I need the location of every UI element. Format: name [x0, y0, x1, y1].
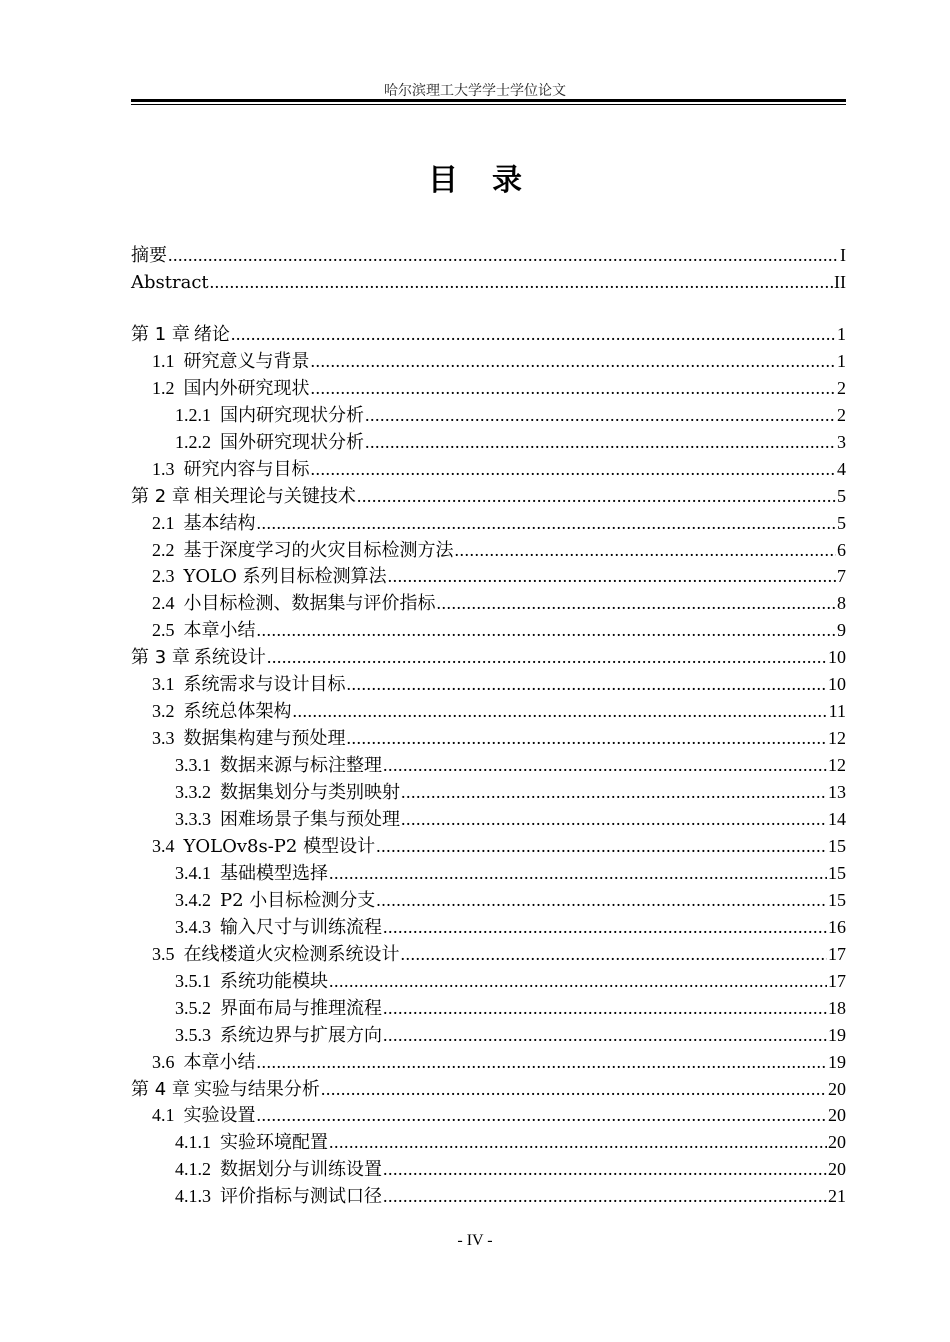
toc-entry-label: 界面布局与推理流程 — [220, 997, 382, 1019]
toc-entry[interactable] — [131, 375, 846, 401]
toc-entry-label: 系统功能模块 — [220, 970, 328, 992]
toc-entry-label: 输入尺寸与训练流程 — [220, 916, 382, 938]
toc-entry[interactable] — [131, 590, 846, 616]
toc-entry-page: 21 — [828, 1186, 846, 1207]
toc-entry-label: 数据集划分与类别映射 — [220, 782, 400, 804]
toc-entry-number: 3.5 — [152, 943, 175, 964]
dot-leader — [383, 1022, 827, 1048]
toc-entry-label: 实验环境配置 — [220, 1132, 328, 1154]
toc-entry-label: 研究内容与目标 — [183, 458, 310, 480]
toc-entry-number: 3.5.3 — [175, 1024, 211, 1045]
toc-entry-number: 1.3 — [152, 458, 175, 479]
toc-entry-page: 9 — [837, 620, 846, 641]
toc-entry-page: 18 — [828, 997, 846, 1018]
toc-entry[interactable] — [131, 914, 846, 940]
toc-entry-number: 1.2.2 — [175, 431, 211, 452]
toc-entry[interactable] — [131, 429, 846, 455]
toc-entry-number: 3.4.1 — [175, 862, 211, 883]
toc-entry-number: 3.3 — [152, 728, 175, 749]
dot-leader — [383, 1156, 827, 1182]
toc-entry-page: 13 — [828, 782, 846, 803]
toc-entry-label: 数据集构建与预处理 — [183, 728, 346, 750]
toc-entry-number: 2.1 — [152, 512, 175, 533]
toc-entry[interactable] — [131, 725, 846, 751]
toc-entry-page: 6 — [837, 539, 846, 560]
toc-entry-page: 15 — [828, 862, 846, 883]
dot-leader — [311, 375, 837, 401]
dot-leader — [210, 269, 833, 295]
toc-entry-number: 4.1.2 — [175, 1159, 211, 1180]
toc-entry-label: 绪论 — [193, 323, 230, 345]
toc-entry-label: 数据划分与训练设置 — [220, 1159, 382, 1181]
toc-entry[interactable] — [131, 1022, 846, 1048]
dot-leader — [376, 833, 827, 859]
toc-entry-page: 12 — [828, 755, 846, 776]
dot-leader — [231, 321, 836, 347]
page-title: 目录 — [428, 163, 556, 198]
dot-leader — [365, 402, 836, 428]
toc-entry[interactable] — [131, 995, 846, 1021]
toc-entry-page: 11 — [828, 701, 846, 722]
toc-entry-label: 实验设置 — [183, 1105, 256, 1127]
dot-leader — [383, 752, 827, 778]
dot-leader — [347, 725, 828, 751]
toc-entry-page: I — [840, 245, 846, 265]
toc-entry-page: 12 — [828, 728, 846, 749]
toc-entry-page: 20 — [828, 1132, 846, 1153]
dot-leader — [329, 968, 827, 994]
toc-entry-number: 第 4 章 — [131, 1078, 190, 1100]
toc-entry-label: 系统需求与设计目标 — [183, 674, 346, 696]
toc-entry-label: 评价指标与测试口径 — [220, 1186, 382, 1208]
toc-entry[interactable] — [131, 537, 846, 563]
toc-entry-label: 基本结构 — [183, 512, 256, 534]
dot-leader — [329, 1129, 827, 1155]
toc-entry[interactable] — [131, 698, 846, 724]
header-rule-thin — [131, 104, 846, 105]
dot-leader — [357, 483, 836, 509]
toc-entry-page: 10 — [828, 674, 846, 695]
dot-leader — [168, 242, 839, 268]
toc-entry-page: 1 — [837, 323, 846, 344]
dot-leader — [267, 644, 827, 670]
toc-entry-label: 系统边界与扩展方向 — [220, 1024, 382, 1046]
page-number: - IV - — [457, 1232, 493, 1249]
header-rule-thick — [131, 99, 846, 102]
toc-entry[interactable] — [131, 671, 846, 697]
toc-entry-page: 5 — [837, 485, 846, 506]
dot-leader — [329, 860, 827, 886]
toc-entry[interactable] — [131, 806, 846, 832]
dot-leader — [347, 671, 828, 697]
toc-entry-label: 系统设计 — [193, 647, 266, 669]
toc-entry-label: 基于深度学习的火灾目标检测方法 — [183, 539, 454, 561]
toc-entry-label: 在线楼道火灾检测系统设计 — [183, 943, 400, 965]
toc-entry[interactable] — [131, 1129, 846, 1155]
toc-entry[interactable] — [131, 1102, 846, 1128]
toc-entry-number: 4.1 — [152, 1105, 175, 1126]
toc-entry-page: 2 — [837, 404, 846, 425]
toc-entry-page: 17 — [828, 970, 846, 991]
dot-leader — [455, 537, 837, 563]
toc-entry[interactable] — [131, 456, 846, 482]
toc-entry[interactable] — [131, 860, 846, 886]
toc-entry-page: 20 — [828, 1105, 846, 1126]
dot-leader — [257, 510, 837, 536]
toc-entry-page: 15 — [828, 835, 846, 856]
toc-entry-number: 第 1 章 — [131, 323, 190, 345]
toc-entry[interactable] — [131, 779, 846, 805]
toc-entry-label: 基础模型选择 — [220, 862, 328, 884]
toc-entry-number: 第 2 章 — [131, 485, 190, 507]
toc-entry-number: 3.4.3 — [175, 916, 211, 937]
dot-leader — [257, 1049, 828, 1075]
toc-entry-page: 14 — [828, 809, 846, 829]
toc-entry-page: 2 — [837, 377, 846, 398]
toc-entry-number: 2.4 — [152, 593, 175, 614]
toc-entry-label: 研究意义与背景 — [183, 350, 310, 372]
toc-entry-number: 3.3.1 — [175, 755, 211, 776]
toc-entry[interactable] — [131, 644, 846, 670]
toc-entry-label: 摘要 — [131, 245, 167, 266]
toc-entry[interactable] — [131, 510, 846, 536]
running-header: 哈尔滨理工大学学士学位论文 — [384, 83, 566, 99]
toc-entry-page: 4 — [837, 458, 846, 479]
toc-entry-label: 小目标检测、数据集与评价指标 — [183, 593, 436, 615]
toc-entry[interactable] — [131, 968, 846, 994]
dot-leader — [383, 995, 827, 1021]
toc-entry-number: 1.2.1 — [175, 404, 211, 425]
toc-entry-page: 3 — [837, 431, 846, 452]
toc-entry-page: 15 — [828, 889, 846, 910]
toc-entry-page: 10 — [828, 647, 846, 668]
dot-leader — [376, 887, 827, 913]
toc-entry-number: 2.2 — [152, 539, 175, 560]
toc-entry-page: 20 — [828, 1078, 846, 1099]
toc-entry[interactable] — [131, 1076, 846, 1102]
toc-entry-label: 困难场景子集与预处理 — [220, 809, 400, 830]
toc-entry-number: 2.5 — [152, 620, 175, 641]
toc-entry[interactable] — [131, 402, 846, 428]
toc-entry[interactable] — [131, 242, 846, 268]
toc-entry[interactable] — [131, 269, 846, 295]
toc-entry-page: 7 — [837, 566, 846, 587]
toc-entry-page: 1 — [837, 350, 846, 371]
toc-entry-label: 数据来源与标注整理 — [220, 755, 382, 777]
toc-entry-page: 16 — [828, 916, 846, 937]
toc-entry-number: 1.2 — [152, 377, 175, 398]
toc-entry[interactable] — [131, 833, 846, 859]
toc-entry[interactable] — [131, 563, 846, 589]
toc-entry-page: II — [834, 271, 846, 292]
toc-entry-number: 3.5.1 — [175, 970, 211, 991]
toc-entry-label: 国内外研究现状 — [183, 377, 310, 399]
toc-entry-label: 系统总体架构 — [183, 701, 292, 723]
toc-entry-label: 本章小结 — [183, 1051, 256, 1073]
dot-leader — [437, 590, 837, 616]
toc-entry-page: 19 — [828, 1051, 846, 1072]
toc-entry-page: 5 — [837, 512, 846, 533]
dot-leader — [311, 348, 837, 374]
toc-entry-number: 3.2 — [152, 701, 175, 722]
dot-leader — [383, 1183, 827, 1209]
toc-entry[interactable] — [131, 1183, 846, 1209]
dot-leader — [365, 429, 836, 455]
toc-entry-label: 实验与结果分析 — [193, 1078, 320, 1100]
dot-leader — [401, 779, 827, 805]
toc-entry-number: 第 3 章 — [131, 647, 190, 669]
toc-entry-label: 相关理论与关键技术 — [193, 485, 356, 507]
dot-leader — [401, 941, 828, 967]
toc-entry-number: 2.3 — [152, 566, 175, 587]
toc-entry-number: 3.4 — [152, 835, 175, 856]
toc-entry[interactable] — [131, 617, 846, 643]
toc-entry[interactable] — [131, 1049, 846, 1075]
dot-leader — [293, 698, 828, 724]
dot-leader — [388, 563, 836, 589]
toc-entry-page: 8 — [837, 593, 846, 614]
dot-leader — [401, 806, 827, 832]
toc-entry-number: 3.3.2 — [175, 782, 211, 803]
dot-leader — [311, 456, 837, 482]
toc-entry[interactable] — [131, 752, 846, 778]
toc-entry-label: YOLOv8s-P2 模型设计 — [183, 835, 376, 857]
toc-entry-label: YOLO 系列目标检测算法 — [183, 566, 387, 588]
toc-entry-number: 1.1 — [152, 350, 175, 371]
dot-leader — [257, 1102, 828, 1128]
toc-entry[interactable] — [131, 321, 846, 347]
toc-entry-number: 3.6 — [152, 1051, 175, 1072]
toc-entry-label: 国外研究现状分析 — [220, 431, 364, 453]
toc-entry[interactable] — [131, 941, 846, 967]
toc-entry-label: Abstract — [131, 271, 209, 293]
toc-entry-number: 3.1 — [152, 674, 175, 695]
toc-entry-page: 17 — [828, 943, 846, 964]
toc-entry-number: 4.1.3 — [175, 1186, 211, 1207]
toc-entry[interactable] — [131, 1156, 846, 1182]
toc-entry-number: 3.4.2 — [175, 889, 211, 910]
toc-entry[interactable] — [131, 887, 846, 913]
toc-entry[interactable] — [131, 348, 846, 374]
toc-entry-label: 本章小结 — [183, 620, 256, 642]
dot-leader — [257, 617, 837, 643]
toc-entry-number: 3.5.2 — [175, 997, 211, 1018]
toc-entry-page: 20 — [828, 1159, 846, 1180]
toc-entry-number: 4.1.1 — [175, 1132, 211, 1153]
dot-leader — [383, 914, 827, 940]
toc-entry-label: 国内研究现状分析 — [220, 404, 364, 426]
toc-entry-number: 3.3.3 — [175, 809, 211, 829]
toc-entry-page: 19 — [828, 1024, 846, 1045]
toc-entry-label: P2 小目标检测分支 — [220, 889, 376, 911]
dot-leader — [321, 1076, 827, 1102]
toc-entry[interactable] — [131, 483, 846, 509]
